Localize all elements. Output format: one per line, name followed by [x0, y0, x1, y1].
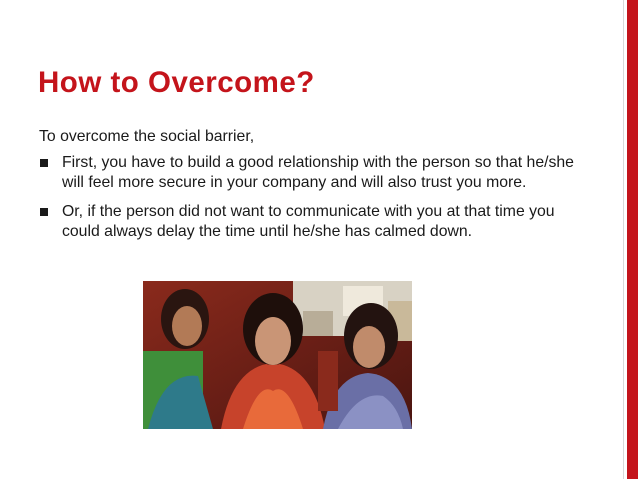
square-bullet-icon: [40, 159, 48, 167]
slide-body: [39, 127, 579, 251]
bullet-item: [39, 202, 579, 242]
accent-divider-line: [623, 0, 624, 479]
intro-text: To overcome the social barrier,: [39, 128, 255, 145]
people-photo: [143, 281, 412, 429]
bullet-text: First, you have to build a good relationship with the person so that he/she will feel more secure in your company and will also trust you more.: [62, 154, 574, 191]
slide-title: How to Overcome?: [38, 66, 315, 99]
accent-bar: [627, 0, 638, 479]
square-bullet-icon: [40, 208, 48, 216]
photo-illustration: [143, 281, 412, 429]
bullet-item: [39, 153, 579, 193]
bullet-text: Or, if the person did not want to communicate with you at that time you could always delay the time until he/she has calmed down.: [62, 203, 555, 240]
